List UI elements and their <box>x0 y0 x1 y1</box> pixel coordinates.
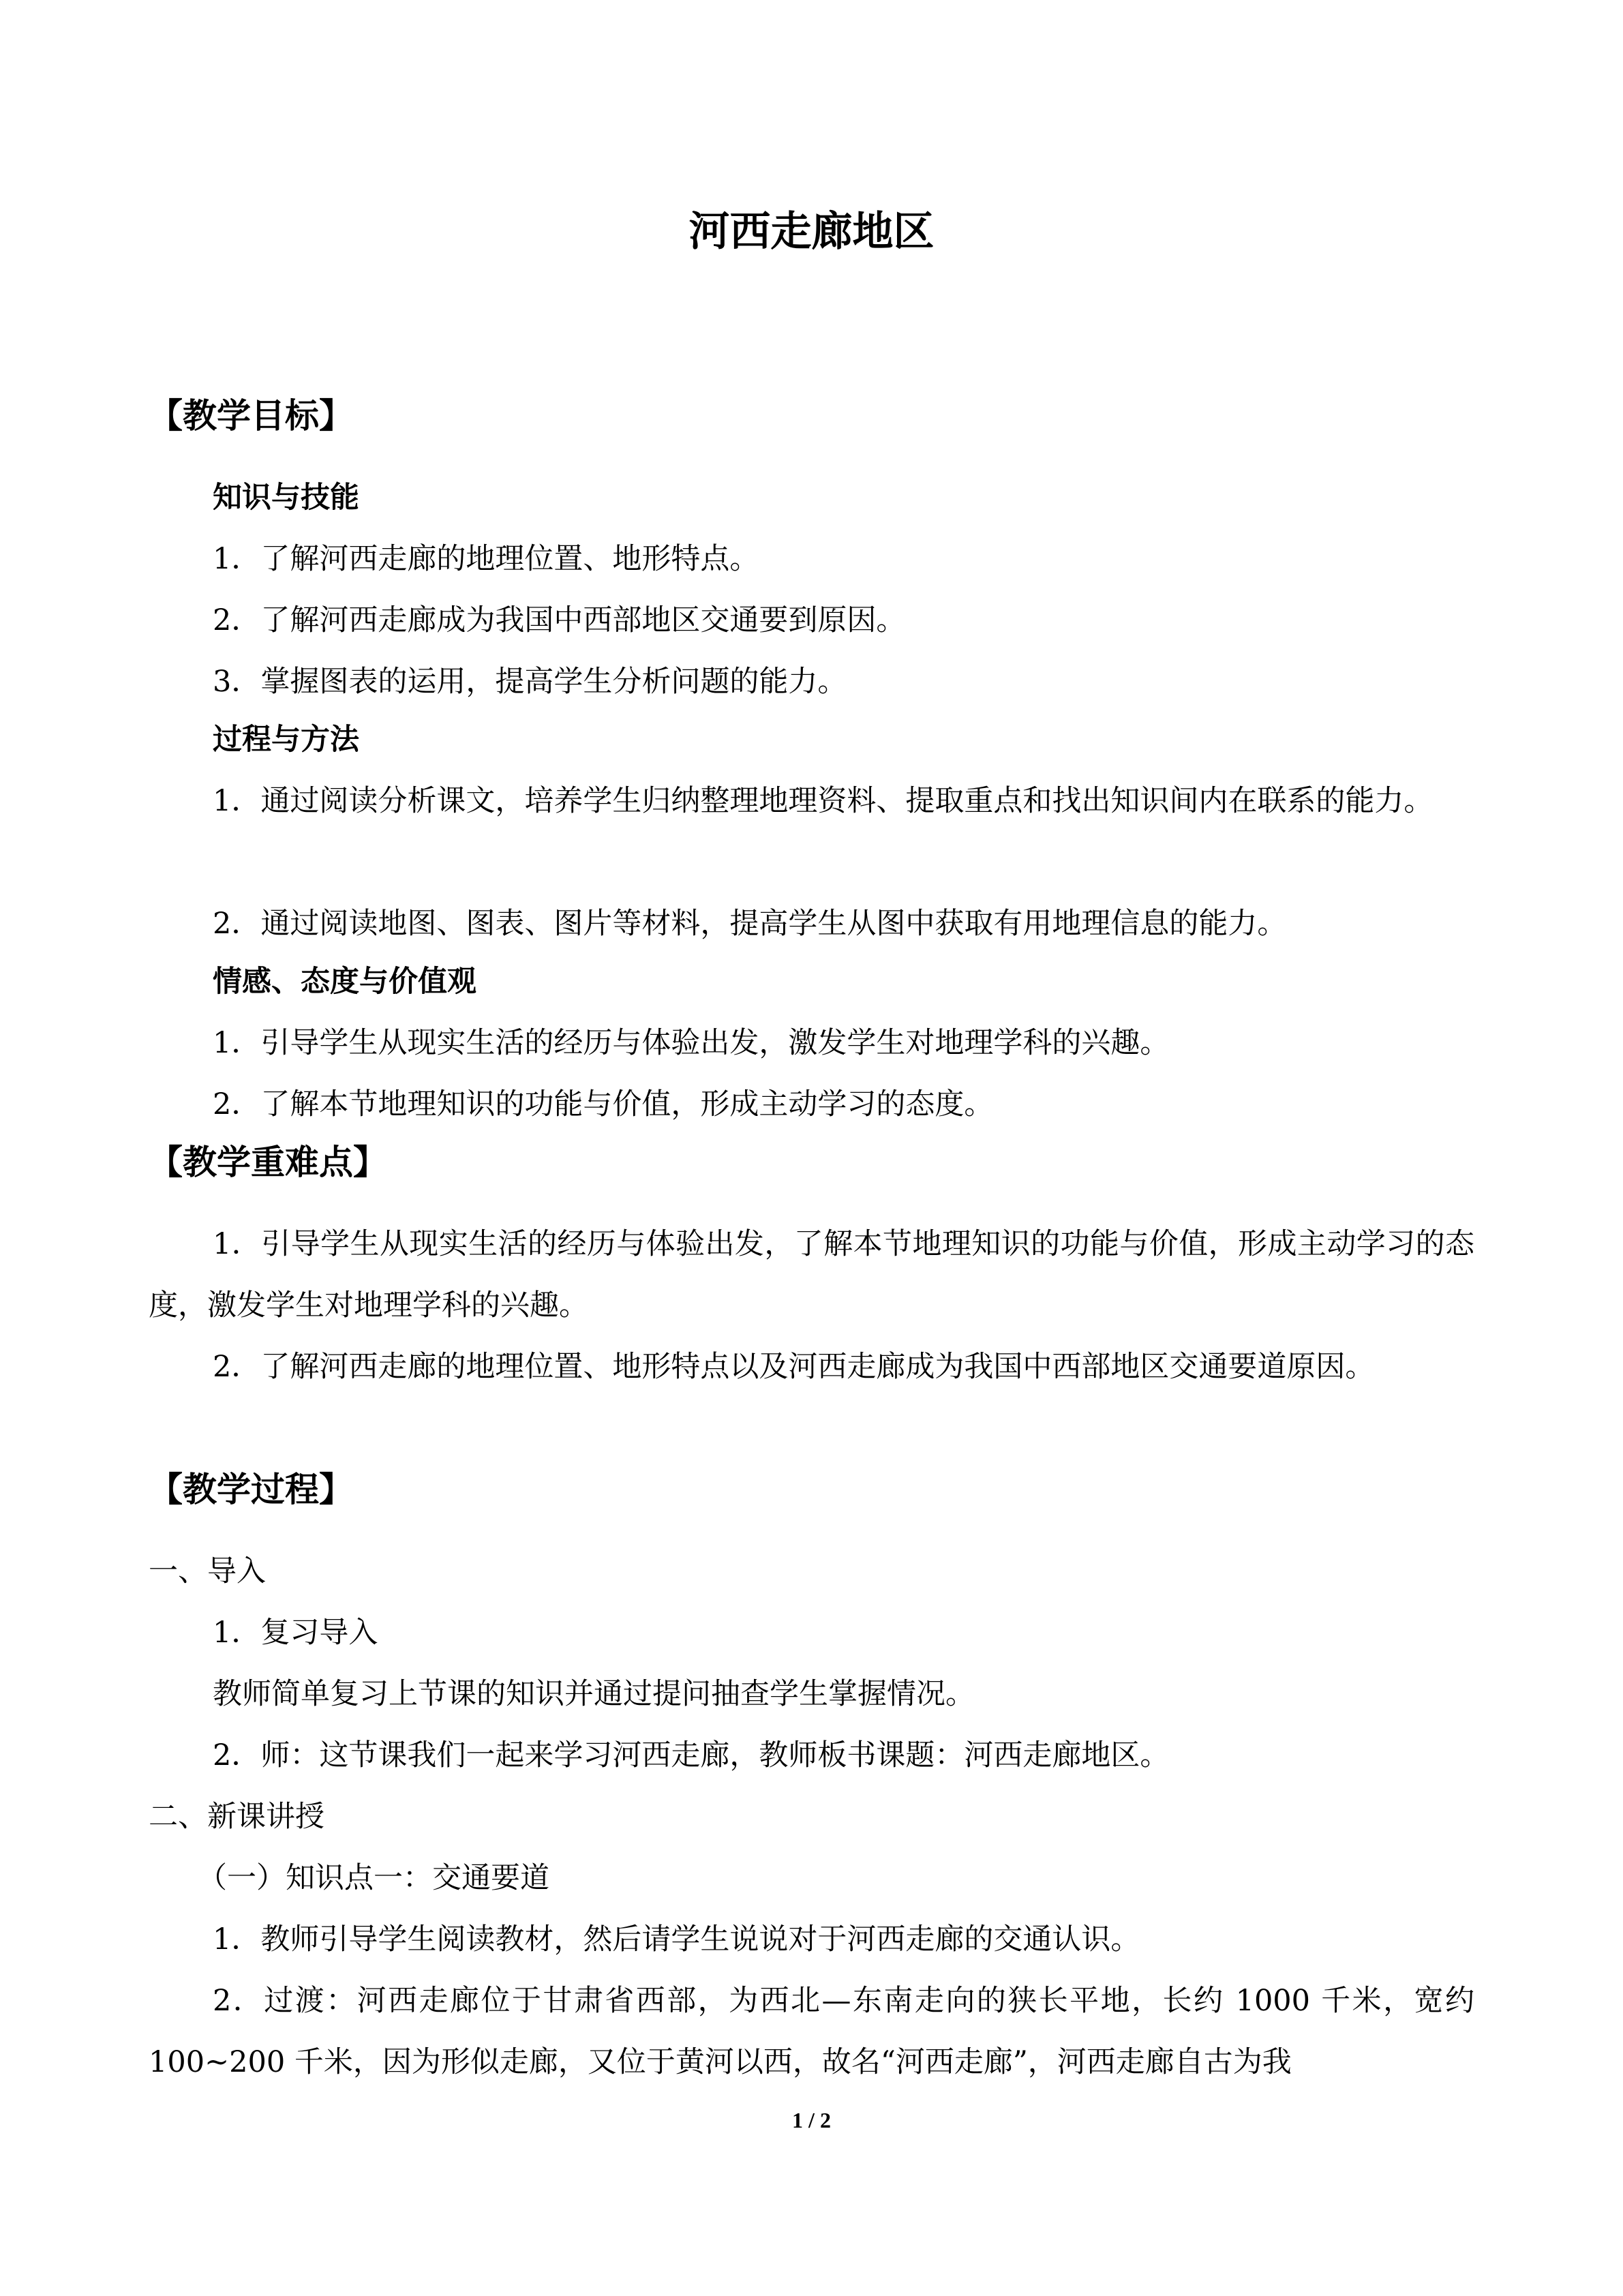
list-item: 2．通过阅读地图、图表、图片等材料，提高学生从图中获取有用地理信息的能力。 <box>213 907 1287 941</box>
subheading-process-method: 过程与方法 <box>213 723 359 757</box>
paragraph: 1．引导学生从现实生活的经历与体验出发，了解本节地理知识的功能与价值，形成主动学习的态度，激发学生对地理学科的兴趣。 <box>149 1227 1474 1323</box>
subheading-knowledge: 知识与技能 <box>213 481 359 515</box>
list-item: 2．了解河西走廊成为我国中西部地区交通要到原因。 <box>213 603 906 637</box>
section-heading-key-points: 【教学重难点】 <box>149 1143 387 1182</box>
list-item: 1．引导学生从现实生活的经历与体验出发，激发学生对地理学科的兴趣。 <box>213 1026 1170 1060</box>
list-item: 教师简单复习上节课的知识并通过提问抽查学生掌握情况。 <box>213 1677 975 1711</box>
paragraph: 1．通过阅读分析课文，培养学生归纳整理地理资料、提取重点和找出知识间内在联系的能力。 <box>213 784 1434 818</box>
list-item: 1．了解河西走廊的地理位置、地形特点。 <box>213 542 759 576</box>
list-item: 1．教师引导学生阅读教材，然后请学生说说对于河西走廊的交通认识。 <box>213 1922 1140 1957</box>
paragraph: 2．了解河西走廊的地理位置、地形特点以及河西走廊成为我国中西部地区交通要道原因。 <box>213 1350 1375 1384</box>
section-heading-objectives: 【教学目标】 <box>149 396 353 436</box>
knowledge-point-heading: （一）知识点一：交通要道 <box>198 1861 549 1895</box>
part-heading-intro: 一、导入 <box>149 1554 266 1588</box>
list-item: 1．复习导入 <box>213 1616 378 1650</box>
part-heading-new-lesson: 二、新课讲授 <box>149 1800 324 1834</box>
paragraph: 2．过渡：河西走廊位于甘肃省西部，为西北—东南走向的狭长平地，长约 1000 千米，宽约 100~200 千米，因为形似走廊，又位于黄河以西，故名“河西走廊”，河西走廊自古为我 <box>149 1984 1474 2079</box>
list-item: 3．掌握图表的运用，提高学生分析问题的能力。 <box>213 665 847 699</box>
page-number: 1 / 2 <box>792 2108 831 2132</box>
list-item: 2．了解本节地理知识的功能与价值，形成主动学习的态度。 <box>213 1087 994 1121</box>
document-title: 河西走廊地区 <box>688 208 935 256</box>
subheading-emotion: 情感、态度与价值观 <box>213 965 476 999</box>
list-item: 2．师：这节课我们一起来学习河西走廊，教师板书课题：河西走廊地区。 <box>213 1738 1170 1772</box>
section-heading-process: 【教学过程】 <box>149 1470 353 1509</box>
